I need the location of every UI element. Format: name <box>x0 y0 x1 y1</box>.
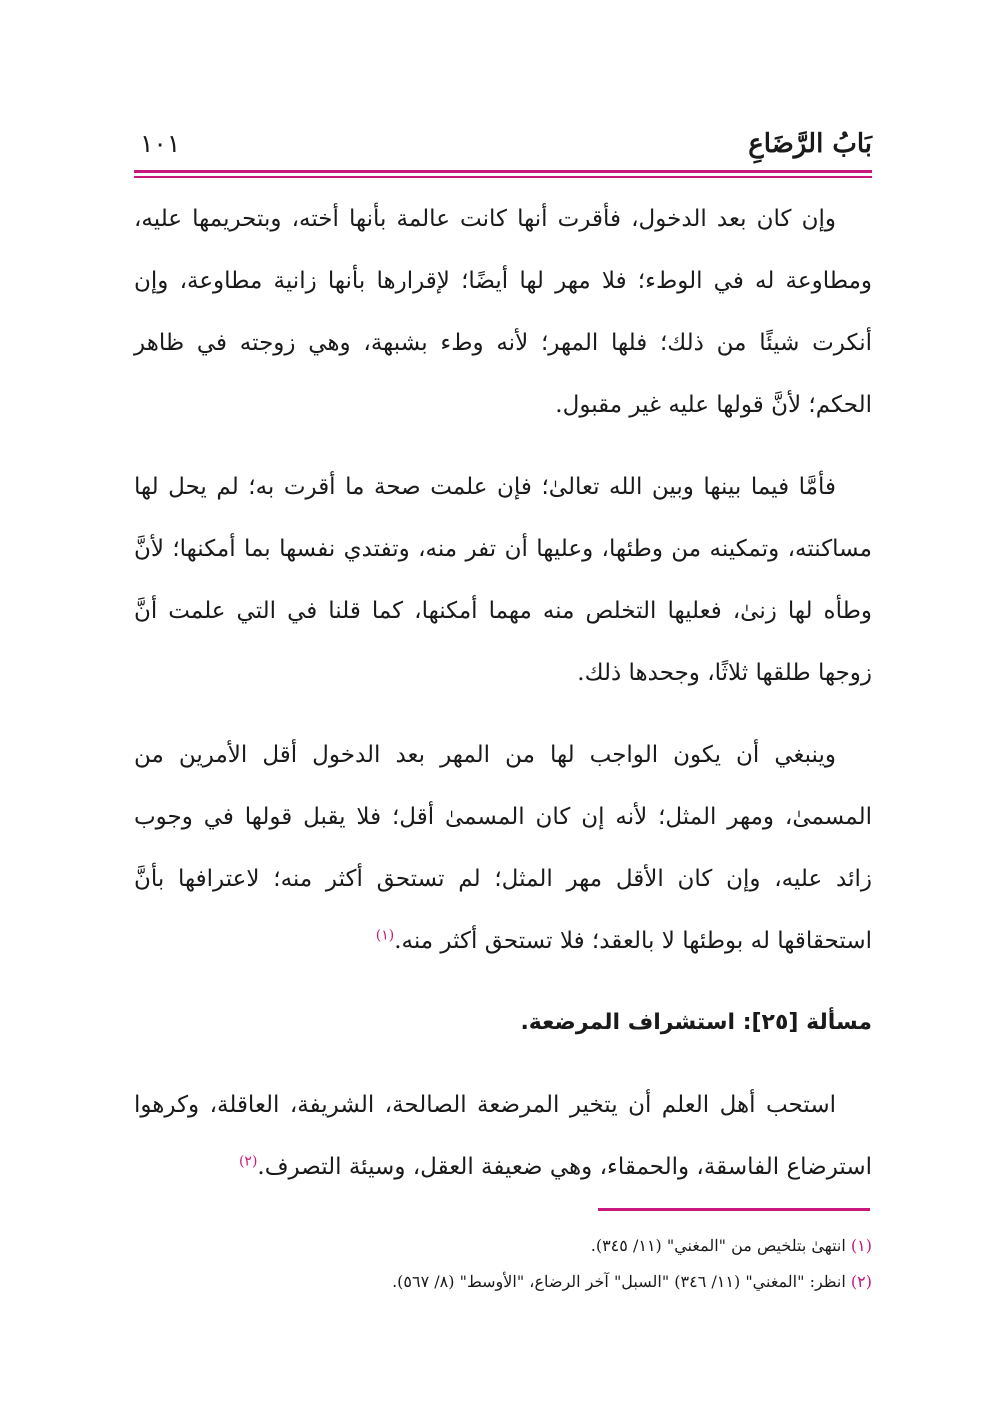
paragraph-2 <box>134 456 872 704</box>
footnote-ref-2[interactable]: (٢) <box>238 1153 258 1170</box>
footnote-1-number: (١) <box>850 1236 872 1255</box>
section-heading: مسألة [٢٥]: استشراف المرضعة. <box>520 1010 872 1035</box>
main-text <box>134 188 872 1218</box>
footnote-divider <box>598 1208 870 1211</box>
paragraph-1 <box>134 188 872 436</box>
chapter-title: بَابُ الرَّضَاعِ <box>748 129 872 159</box>
footnote-ref-1[interactable]: (١) <box>375 927 395 944</box>
paragraph-1-text: وإن كان بعد الدخول، فأقرت أنها كانت عالمة بأنها أخته، وبتحريمها عليه، ومطاوعة له في الوطء؛ فلا مهر لها أيضًا؛ لإقرارها بأنها زانية مطاوعة، وإن أنكرت شيئًا من ذلك؛ فلها المهر؛ لأنه وطء بشبهة، وهي زوجته في ظاهر الحكم؛ لأنَّ قولها عليه غير مقبول. <box>134 206 872 418</box>
page-number: ١٠١ <box>140 129 181 158</box>
paragraph-3-text: وينبغي أن يكون الواجب لها من المهر بعد الدخول أقل الأمرين من المسمىٰ، ومهر المثل؛ لأنه إن كان المسمىٰ أقل؛ فلا يقبل قولها في وجوب زائد عليه، وإن كان الأقل مهر المثل؛ لم تستحق أكثر منه؛ لاعترافها بأنَّ استحقاقها له بوطئها لا بالعقد؛ فلا تستحق أكثر منه. <box>134 742 872 954</box>
paragraph-4-text: استحب أهل العلم أن يتخير المرضعة الصالحة، الشريفة، العاقلة، وكرهوا استرضاع الفاسقة، والحمقاء، وهي ضعيفة العقل، وسيئة التصرف. <box>134 1092 872 1180</box>
footnotes <box>134 1228 872 1300</box>
page-header <box>134 118 872 168</box>
footnote-1 <box>134 1228 872 1264</box>
footnote-2 <box>134 1264 872 1300</box>
header-divider-top <box>134 170 872 173</box>
paragraph-2-text: فأمَّا فيما بينها وبين الله تعالىٰ؛ فإن علمت صحة ما أقرت به؛ لم يحل لها مساكنته، وتمكينه من وطئها، وعليها أن تفر منه، وتفتدي نفسها بما أمكنها؛ لأنَّ وطأه لها زنىٰ، فعليها التخلص منه مهما أمكنها، كما قلنا في التي علمت أنَّ زوجها طلقها ثلاثًا، وجحدها ذلك. <box>134 474 872 686</box>
footnote-2-text: انظر: "المغني" (١١/ ٣٤٦) "السبل" آخر الرضاع، "الأوسط" (٨/ ٥٦٧). <box>392 1272 846 1291</box>
footnote-2-number: (٢) <box>850 1272 872 1291</box>
header-divider-bottom <box>134 176 872 178</box>
paragraph-4 <box>134 1074 872 1198</box>
paragraph-3 <box>134 724 872 972</box>
footnote-1-text: انتهىٰ بتلخيص من "المغني" (١١/ ٣٤٥). <box>590 1236 846 1255</box>
